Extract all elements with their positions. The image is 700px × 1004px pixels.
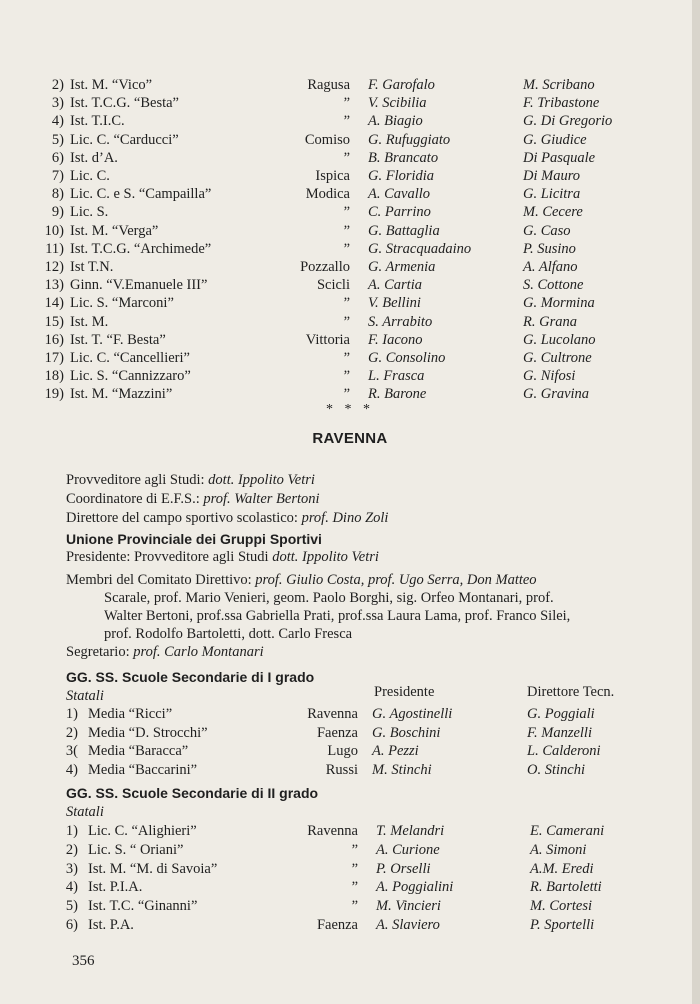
row-number: 13) bbox=[44, 277, 64, 294]
city-name: ” bbox=[343, 386, 350, 403]
provveditore-label: Provveditore agli Studi: bbox=[66, 472, 205, 488]
row-number: 18) bbox=[44, 368, 64, 385]
column-header-direttore: Direttore Tecn. bbox=[527, 684, 615, 700]
presidente-name: A. Curione bbox=[376, 841, 440, 858]
city-name: ” bbox=[343, 113, 350, 130]
unione-presidente-label: Presidente: Provveditore agli Studi bbox=[66, 549, 269, 565]
school-name: Ist. P.I.A. bbox=[88, 879, 143, 896]
table-row bbox=[0, 724, 700, 743]
membri-names-1: prof. Giulio Costa, prof. Ugo Serra, Don Matteo bbox=[255, 572, 537, 588]
school-name: Ist. M. bbox=[70, 313, 109, 330]
direttore-name: A. Simoni bbox=[530, 841, 587, 858]
direttore-name: E. Camerani bbox=[530, 823, 605, 839]
row-number: 2) bbox=[51, 77, 64, 93]
city-name: ” bbox=[343, 95, 350, 112]
school-name: Lic. S. bbox=[70, 204, 109, 221]
city-name: ” bbox=[343, 204, 350, 221]
presidente-name: G. Consolino bbox=[368, 350, 446, 366]
direttore-name: Di Mauro bbox=[523, 168, 581, 184]
table-row bbox=[0, 222, 700, 241]
segretario-name: prof. Carlo Montanari bbox=[133, 644, 264, 660]
direttore-name: L. Calderoni bbox=[527, 743, 601, 759]
presidente-name: S. Arrabito bbox=[368, 313, 433, 330]
direttore-name: P. Susino bbox=[523, 240, 576, 257]
school-name: Media “Ricci” bbox=[88, 706, 173, 722]
unione-presidente-name: dott. Ippolito Vetri bbox=[272, 549, 379, 565]
presidente-name: M. Stinchi bbox=[372, 761, 432, 778]
school-name: Ist. M. “M. di Savoia” bbox=[88, 860, 218, 877]
presidente-name: T. Melandri bbox=[376, 823, 445, 839]
school-name: Ginn. “V.Emanuele III” bbox=[70, 277, 208, 294]
direttore-name: F. Manzelli bbox=[527, 724, 592, 741]
city-name: ” bbox=[343, 350, 350, 366]
table-row bbox=[0, 294, 700, 313]
table-row bbox=[0, 149, 700, 168]
table-row bbox=[0, 860, 700, 879]
direttore-name: F. Tribastone bbox=[523, 95, 600, 112]
city-name: ” bbox=[343, 295, 350, 312]
row-number: 7) bbox=[51, 168, 64, 184]
table-row bbox=[0, 240, 700, 259]
city-name: Ravenna bbox=[307, 823, 358, 839]
direttore-name: G. Giudice bbox=[523, 131, 587, 148]
school-name: Ist T.N. bbox=[70, 259, 114, 275]
table-row bbox=[0, 276, 700, 295]
table-row bbox=[0, 841, 700, 860]
row-number: 15) bbox=[44, 313, 64, 330]
city-name: ” bbox=[351, 860, 358, 877]
direttore-name: M. Cecere bbox=[523, 204, 583, 221]
segretario-line bbox=[66, 643, 264, 662]
table-row bbox=[0, 94, 700, 113]
city-name: Faenza bbox=[316, 724, 358, 741]
row-number: 4) bbox=[65, 761, 78, 778]
row-number: 1) bbox=[65, 706, 78, 722]
city-name: Russi bbox=[325, 761, 358, 778]
presidente-name: V. Scibilia bbox=[368, 95, 427, 112]
grado2-subtitle: Statali bbox=[66, 804, 104, 820]
membri-line-1 bbox=[66, 571, 537, 590]
table-row bbox=[0, 185, 700, 204]
presidente-name: A. Slaviero bbox=[376, 917, 440, 933]
provveditore-line bbox=[66, 471, 315, 490]
row-number: 6) bbox=[51, 149, 64, 166]
city-name: Faenza bbox=[316, 917, 358, 933]
section-separator: * * * bbox=[326, 402, 374, 417]
direttore-line bbox=[66, 509, 388, 528]
grado1-subtitle: Statali bbox=[66, 688, 104, 704]
presidente-name: M. Vincieri bbox=[376, 898, 441, 915]
table-row bbox=[0, 167, 700, 186]
direttore-name: M. Scribano bbox=[523, 77, 595, 93]
membri-names-4: prof. Rodolfo Bartoletti, dott. Carlo Fresca bbox=[104, 626, 353, 642]
coordinatore-line bbox=[66, 490, 320, 509]
section-title: RAVENNA bbox=[312, 430, 388, 447]
city-name: ” bbox=[351, 841, 358, 858]
table-row bbox=[0, 705, 700, 724]
school-name: Media “Baracca” bbox=[88, 743, 189, 759]
presidente-name: G. Boschini bbox=[372, 724, 441, 741]
membri-names-3: Walter Bertoni, prof.ssa Gabriella Prati, prof.ssa Laura Lama, prof. Franco Silei, bbox=[104, 608, 571, 624]
direttore-name: G. Gravina bbox=[523, 386, 590, 403]
table-row bbox=[0, 897, 700, 916]
city-name: ” bbox=[343, 240, 350, 257]
school-name: Media “D. Strocchi” bbox=[88, 724, 208, 741]
direttore-name: G. Nifosi bbox=[523, 368, 576, 385]
direttore-name: G. Mormina bbox=[523, 295, 595, 312]
presidente-name: A. Pezzi bbox=[372, 743, 419, 759]
table-row bbox=[0, 822, 700, 841]
table-row bbox=[0, 112, 700, 131]
city-name: Ravenna bbox=[307, 706, 358, 722]
row-number: 2) bbox=[65, 724, 78, 741]
direttore-label: Direttore del campo sportivo scolastico: bbox=[66, 510, 298, 526]
table-row bbox=[0, 761, 700, 780]
city-name: Comiso bbox=[304, 131, 350, 148]
row-number: 17) bbox=[44, 350, 64, 366]
unione-presidente-line bbox=[66, 548, 379, 567]
school-name: Media “Baccarini” bbox=[88, 761, 198, 778]
presidente-name: G. Agostinelli bbox=[372, 706, 453, 722]
table-row bbox=[0, 258, 700, 277]
table-row bbox=[0, 349, 700, 368]
school-name: Ist. T. “F. Besta” bbox=[70, 331, 166, 348]
row-number: 6) bbox=[65, 917, 78, 933]
direttore-name: P. Sportelli bbox=[530, 917, 595, 933]
school-name: Ist. T.C. “Ginanni” bbox=[88, 898, 198, 915]
membri-names-2: Scarale, prof. Mario Venieri, geom. Paolo Borghi, sig. Orfeo Montanari, prof. bbox=[104, 590, 554, 606]
direttore-name: G. Licitra bbox=[523, 186, 581, 203]
presidente-name: G. Floridia bbox=[368, 168, 435, 184]
school-name: Ist. T.I.C. bbox=[70, 113, 125, 130]
direttore-name: G. Cultrone bbox=[523, 350, 592, 366]
presidente-name: R. Barone bbox=[368, 386, 427, 403]
row-number: 10) bbox=[44, 222, 64, 239]
coordinatore-name: prof. Walter Bertoni bbox=[203, 491, 320, 507]
row-number: 5) bbox=[65, 898, 78, 915]
city-name: ” bbox=[343, 313, 350, 330]
direttore-name: G. Di Gregorio bbox=[523, 113, 613, 130]
school-name: Ist. T.C.G. “Archimede” bbox=[70, 240, 212, 257]
presidente-name: F. Garofalo bbox=[368, 77, 435, 93]
school-name: Ist. T.C.G. “Besta” bbox=[70, 95, 179, 112]
presidente-name: G. Stracquadaino bbox=[368, 240, 472, 257]
city-name: Pozzallo bbox=[300, 259, 350, 275]
school-name: Lic. C. e S. “Campailla” bbox=[70, 186, 212, 203]
row-number: 14) bbox=[44, 295, 64, 312]
school-name: Lic. S. “Cannizzaro” bbox=[70, 368, 191, 385]
table-row bbox=[0, 742, 700, 761]
city-name: ” bbox=[343, 149, 350, 166]
school-name: Ist. P.A. bbox=[88, 917, 134, 933]
row-number: 4) bbox=[65, 879, 78, 896]
table-row bbox=[0, 367, 700, 386]
school-name: Lic. C. “Carducci” bbox=[70, 131, 179, 148]
presidente-name: A. Cavallo bbox=[368, 186, 431, 203]
presidente-name: G. Battaglia bbox=[368, 222, 440, 239]
school-name: Lic. S. “ Oriani” bbox=[88, 841, 184, 858]
direttore-name: S. Cottone bbox=[523, 277, 584, 294]
city-name: Ispica bbox=[315, 168, 350, 184]
segretario-label: Segretario: bbox=[66, 644, 130, 660]
row-number: 3) bbox=[51, 95, 64, 112]
presidente-name: P. Orselli bbox=[376, 860, 431, 877]
school-name: Lic. C. “Cancellieri” bbox=[70, 350, 190, 366]
direttore-name: G. Lucolano bbox=[523, 331, 596, 348]
row-number: 19) bbox=[44, 386, 64, 403]
presidente-name: C. Parrino bbox=[368, 204, 431, 221]
unione-title: Unione Provinciale dei Gruppi Sportivi bbox=[66, 531, 322, 547]
city-name: ” bbox=[351, 879, 358, 896]
table-row bbox=[0, 878, 700, 897]
row-number: 2) bbox=[65, 841, 78, 858]
table-row bbox=[0, 131, 700, 150]
city-name: Scicli bbox=[316, 277, 350, 294]
direttore-name: G. Poggiali bbox=[527, 706, 595, 722]
row-number: 3( bbox=[65, 743, 78, 759]
presidente-name: G. Armenia bbox=[368, 259, 436, 275]
row-number: 9) bbox=[51, 204, 64, 221]
school-name: Lic. C. “Alighieri” bbox=[88, 823, 197, 839]
school-name: Lic. C. bbox=[70, 168, 110, 184]
school-name: Ist. M. “Verga” bbox=[70, 222, 159, 239]
city-name: Lugo bbox=[327, 743, 358, 759]
grado2-title: GG. SS. Scuole Secondarie di II grado bbox=[66, 785, 319, 801]
direttore-name: R. Bartoletti bbox=[530, 879, 602, 896]
direttore-name: R. Grana bbox=[523, 313, 577, 330]
school-name: Ist. d’A. bbox=[70, 149, 118, 166]
school-name: Ist. M. “Vico” bbox=[70, 77, 153, 93]
presidente-name: V. Bellini bbox=[368, 295, 421, 312]
table-row bbox=[0, 313, 700, 332]
grado1-title: GG. SS. Scuole Secondarie di I grado bbox=[66, 669, 315, 685]
row-number: 1) bbox=[65, 823, 78, 839]
table-row bbox=[0, 203, 700, 222]
direttore-name: O. Stinchi bbox=[527, 761, 585, 778]
direttore-name: A. Alfano bbox=[523, 259, 578, 275]
direttore-name: Di Pasquale bbox=[523, 149, 596, 166]
presidente-name: B. Brancato bbox=[368, 149, 439, 166]
provveditore-name: dott. Ippolito Vetri bbox=[208, 472, 315, 488]
direttore-name: A.M. Eredi bbox=[530, 860, 594, 877]
presidente-name: L. Frasca bbox=[368, 368, 425, 385]
row-number: 11) bbox=[45, 240, 64, 257]
presidente-name: F. Iacono bbox=[368, 331, 423, 348]
row-number: 16) bbox=[44, 331, 64, 348]
city-name: ” bbox=[343, 222, 350, 239]
direttore-name: M. Cortesi bbox=[530, 898, 593, 915]
presidente-name: G. Rufuggiato bbox=[368, 131, 451, 148]
city-name: ” bbox=[351, 898, 358, 915]
table-row bbox=[0, 76, 700, 95]
city-name: Vittoria bbox=[305, 331, 350, 348]
city-name: Modica bbox=[305, 186, 350, 203]
column-header-presidente: Presidente bbox=[374, 684, 435, 700]
membri-label: Membri del Comitato Direttivo: bbox=[66, 572, 252, 588]
presidente-name: A. Cartia bbox=[368, 277, 422, 294]
city-name: Ragusa bbox=[307, 77, 350, 93]
table-row bbox=[0, 916, 700, 935]
school-name: Ist. M. “Mazzini” bbox=[70, 386, 173, 403]
row-number: 12) bbox=[44, 259, 64, 275]
presidente-name: A. Biagio bbox=[368, 113, 423, 130]
city-name: ” bbox=[343, 368, 350, 385]
direttore-name: prof. Dino Zoli bbox=[301, 510, 389, 526]
row-number: 4) bbox=[51, 113, 64, 130]
coordinatore-label: Coordinatore di E.F.S.: bbox=[66, 491, 200, 507]
row-number: 3) bbox=[65, 860, 78, 877]
presidente-name: A. Poggialini bbox=[376, 879, 454, 896]
row-number: 8) bbox=[51, 186, 64, 203]
page-number: 356 bbox=[72, 953, 95, 969]
row-number: 5) bbox=[51, 131, 64, 148]
school-name: Lic. S. “Marconi” bbox=[70, 295, 174, 312]
direttore-name: G. Caso bbox=[523, 222, 571, 239]
table-row bbox=[0, 331, 700, 350]
